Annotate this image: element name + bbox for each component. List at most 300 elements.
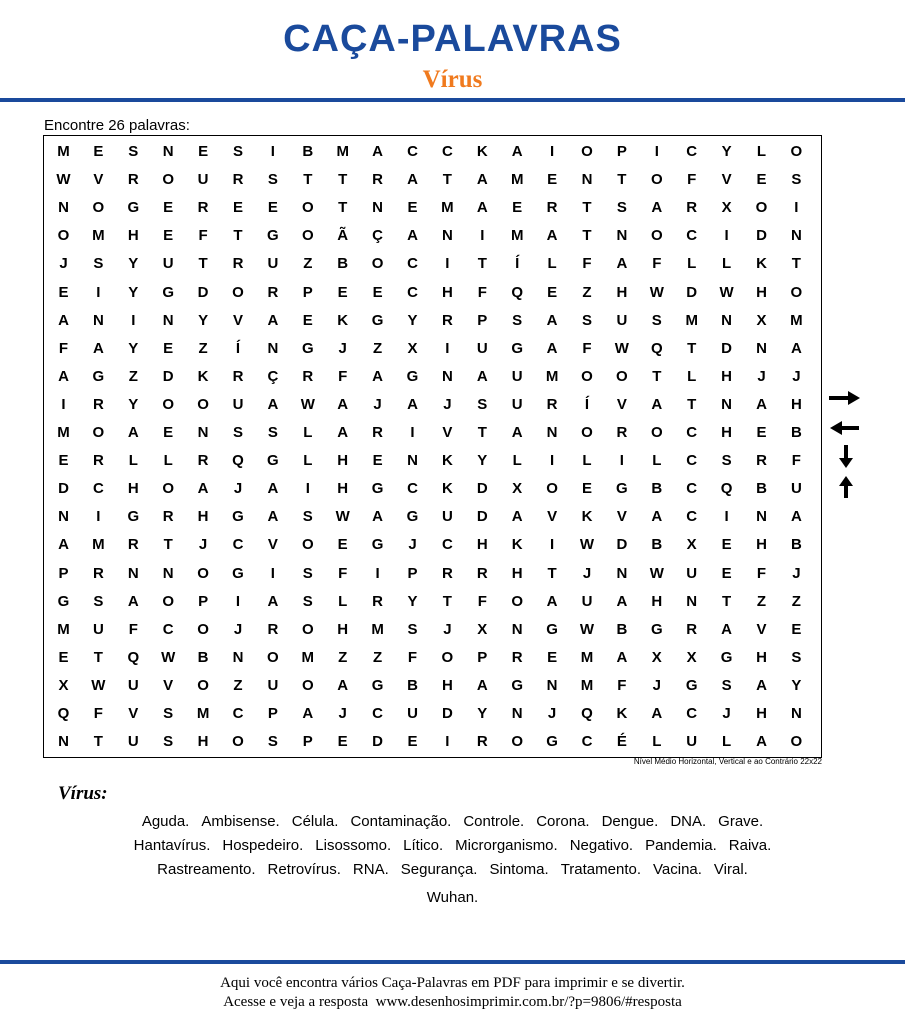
grid-cell: O (57, 227, 70, 245)
grid-cell: R (476, 564, 488, 582)
grid-cell: O (546, 480, 558, 498)
grid-cell: R (197, 452, 209, 470)
grid-cell: X (651, 648, 662, 666)
grid-cell: G (406, 367, 419, 385)
grid-cell: U (267, 255, 279, 273)
grid-cell: A (127, 592, 139, 610)
grid-cell: N (546, 676, 558, 694)
grid-cell: I (480, 227, 485, 245)
footer-line-1: Aqui você encontra vários Caça-Palavras em PDF para imprimir e se divertir. (220, 975, 685, 991)
grid-cell: C (581, 733, 593, 751)
grid-cell: O (650, 171, 663, 189)
grid-cell: T (233, 227, 243, 245)
word-item: DNA. (670, 813, 707, 830)
grid-cell: V (267, 536, 278, 554)
grid-cell: H (441, 676, 453, 694)
grid-cell: Y (128, 283, 139, 301)
grid-cell: W (300, 395, 315, 413)
grid-cell: N (372, 199, 384, 217)
grid-cell: G (720, 648, 733, 666)
grid-cell: J (373, 395, 382, 413)
grid-cell: A (267, 395, 279, 413)
grid-cell: S (477, 395, 488, 413)
grid-cell: X (686, 536, 697, 554)
grid-cell: T (617, 171, 627, 189)
grid-cell: C (686, 508, 698, 526)
grid-cell: O (511, 733, 524, 751)
grid-cell: C (407, 143, 418, 160)
grid-cell: R (232, 367, 244, 385)
word-item: Grave. (718, 813, 764, 830)
grid-cell: Z (756, 592, 767, 610)
grid-cell: S (232, 143, 243, 160)
grid-cell: N (546, 424, 558, 441)
grid-cell: D (372, 733, 384, 751)
grid-cell: B (407, 676, 418, 694)
grid-cell: F (687, 171, 697, 189)
grid-cell: K (337, 311, 349, 329)
grid-cell: H (511, 564, 523, 582)
grid-cell: N (407, 452, 418, 470)
grid-cell: L (582, 452, 592, 470)
grid-cell: L (652, 452, 662, 470)
grid-cell: F (791, 452, 801, 470)
grid-cell: G (162, 283, 175, 301)
grid-cell: F (93, 705, 103, 722)
grid-cell: G (685, 676, 698, 694)
grid-cell: E (512, 199, 523, 217)
grid-cell: X (407, 339, 418, 357)
grid-cell: M (371, 620, 384, 638)
grid-cell: H (337, 480, 349, 498)
grid-cell: X (477, 620, 488, 638)
grid-cell: S (791, 648, 802, 666)
grid-cell: M (196, 705, 210, 722)
grid-cell: U (686, 733, 698, 751)
grid-cell: M (790, 311, 803, 329)
grid-cell: E (337, 283, 348, 301)
grid-cell: O (162, 171, 175, 189)
word-item: Ambisense. (201, 813, 280, 830)
grid-cell: C (372, 705, 384, 722)
grid-cell: R (267, 620, 279, 638)
grid-cell: A (372, 143, 384, 160)
word-item: Microrganismo. (455, 837, 558, 854)
grid-cell: C (162, 620, 174, 638)
grid-cell: O (162, 395, 175, 413)
grid-cell: T (303, 171, 313, 189)
grid-cell: O (616, 367, 628, 385)
grid-cell: F (407, 648, 418, 666)
grid-cell: C (686, 705, 698, 722)
grid-cell: A (267, 480, 279, 498)
grid-cell: X (721, 199, 732, 217)
grid-cell: A (407, 395, 418, 413)
grid-cell: W (719, 283, 734, 301)
grid-cell: R (441, 311, 453, 329)
grid-cell: U (511, 395, 523, 413)
grid-cell: V (616, 395, 627, 413)
word-item: Contaminação. (350, 813, 452, 830)
arrow-up-icon (839, 476, 853, 498)
grid-cell: E (58, 283, 69, 301)
grid-cell: T (477, 255, 487, 273)
grid-cell: E (407, 199, 418, 217)
grid-cell: N (616, 227, 628, 245)
grid-cell: V (547, 508, 558, 526)
grid-cell: H (197, 733, 209, 751)
grid-cell: O (197, 564, 209, 582)
grid-cell: E (93, 143, 104, 160)
grid-cell: L (303, 424, 313, 441)
grid-cell: H (721, 424, 733, 441)
grid-cell: V (756, 620, 767, 638)
grid-cell: Y (128, 255, 139, 273)
grid-cell: X (512, 480, 523, 498)
grid-cell: I (619, 452, 624, 470)
grid-cell: D (162, 367, 174, 385)
grid-cell: I (96, 283, 101, 301)
grid-cell: F (582, 339, 592, 357)
grid-cell: L (687, 367, 697, 385)
grid-cell: I (270, 143, 275, 160)
grid-cell: J (338, 339, 347, 357)
grid-cell: N (127, 564, 139, 582)
grid-cell: E (372, 452, 383, 470)
grid-cell: O (371, 255, 384, 273)
grid-cell: Í (584, 395, 590, 413)
grid-cell: N (58, 199, 69, 217)
grid-cell: Y (198, 311, 209, 329)
grid-cell: I (445, 255, 450, 273)
grid-cell: G (127, 199, 140, 217)
grid-cell: U (162, 255, 174, 273)
grid-cell: E (756, 171, 767, 189)
grid-cell: E (232, 199, 243, 217)
grid-cell: O (232, 733, 244, 751)
grid-cell: I (550, 536, 555, 554)
grid-cell: A (651, 199, 663, 217)
grid-cell: U (616, 311, 628, 329)
grid-cell: K (756, 255, 767, 273)
grid-cell: O (790, 283, 803, 301)
grid-cell: Z (791, 592, 801, 610)
grid-cell: R (511, 648, 523, 666)
grid-cell: N (197, 424, 209, 441)
word-item: Pandemia. (645, 837, 717, 854)
grid-cell: G (267, 452, 279, 470)
grid-cell: G (546, 620, 558, 638)
grid-cell: P (477, 311, 488, 329)
grid-cell: U (127, 676, 139, 694)
grid-cell: R (92, 564, 104, 582)
grid-cell: G (92, 367, 105, 385)
grid-cell: V (442, 424, 453, 441)
grid-cell: Y (791, 676, 802, 694)
grid-cell: R (127, 171, 139, 189)
grid-cell: Z (373, 648, 383, 666)
grid-cell: J (198, 536, 208, 554)
grid-cell: O (650, 424, 663, 441)
grid-cell: H (337, 452, 349, 470)
grid-cell: C (686, 424, 698, 441)
grid-cell: A (407, 227, 418, 245)
grid-cell: S (267, 733, 278, 751)
grid-cell: O (790, 733, 803, 751)
grid-cell: A (58, 536, 69, 554)
grid-cell: W (649, 564, 664, 582)
grid-cell: L (303, 452, 313, 470)
grid-cell: R (302, 367, 314, 385)
grid-cell: N (581, 171, 593, 189)
grid-cell: S (512, 311, 523, 329)
grid-cell: N (756, 339, 767, 357)
grid-cell: X (756, 311, 767, 329)
grid-cell: E (163, 199, 174, 217)
grid-cell: A (476, 367, 488, 385)
grid-cell: S (407, 620, 418, 638)
arrow-down-icon (839, 445, 853, 468)
grid-cell: A (92, 339, 104, 357)
grid-cell: J (547, 705, 557, 722)
grid-cell: T (198, 255, 208, 273)
grid-cell: G (232, 508, 244, 526)
grid-cell: M (510, 171, 524, 189)
grid-cell: N (721, 395, 733, 413)
grid-cell: Z (233, 676, 243, 694)
grid-cell: N (790, 227, 802, 245)
grid-cell: Y (477, 705, 488, 722)
level-note: Nível Médio Horizontal, Vertical e ao Contrário 22x22 (633, 757, 822, 766)
grid-cell: T (582, 227, 592, 245)
grid-cell: W (579, 620, 595, 638)
grid-cell: T (338, 171, 348, 189)
grid-cell: Q (650, 339, 663, 357)
grid-cell: R (616, 424, 628, 441)
grid-cell: B (651, 480, 663, 498)
grid-cell: W (335, 508, 350, 526)
grid-cell: F (477, 283, 487, 301)
grid-cell: I (131, 311, 136, 329)
grid-cell: P (58, 564, 69, 582)
grid-cell: W (161, 648, 176, 666)
grid-cell: Z (373, 339, 383, 357)
grid-cell: N (267, 339, 279, 357)
grid-cell: A (651, 705, 663, 722)
grid-cell: M (441, 199, 454, 217)
grid-cell: I (270, 564, 275, 582)
grid-cell: T (93, 733, 103, 751)
grid-cell: G (406, 508, 419, 526)
grid-cell: U (441, 508, 453, 526)
grid-cell: N (756, 508, 767, 526)
grid-cell: A (476, 676, 488, 694)
grid-cell: Q (511, 283, 524, 301)
grid-cell: E (302, 311, 313, 329)
grid-cell: F (582, 255, 592, 273)
word-item: Viral. (713, 861, 748, 878)
grid-cell: B (790, 536, 802, 554)
grid-cell: A (337, 395, 349, 413)
direction-arrows (826, 388, 866, 503)
grid-cell: A (546, 339, 558, 357)
grid-cell: O (790, 143, 803, 160)
grid-cell: B (197, 648, 209, 666)
grid-cell: J (443, 395, 452, 413)
grid-cell: J (757, 367, 766, 385)
grid-cell: A (197, 480, 209, 498)
grid-cell: M (580, 676, 594, 694)
grid-cell: H (651, 592, 663, 610)
word-item: Lisossomo. (315, 837, 392, 854)
grid-cell: N (92, 311, 104, 329)
grid-cell: G (371, 311, 384, 329)
grid-cell: U (127, 733, 139, 751)
grid-cell: T (442, 171, 452, 189)
grid-cell: A (372, 508, 384, 526)
grid-cell: J (233, 620, 243, 638)
grid-cell: P (302, 283, 313, 301)
word-item: Hospedeiro. (222, 837, 304, 854)
grid-cell: N (511, 620, 523, 638)
grid-cell: Y (721, 143, 732, 160)
grid-cell: M (336, 143, 349, 160)
grid-cell: J (652, 676, 661, 694)
grid-cell: U (790, 480, 802, 498)
grid-cell: A (721, 620, 733, 638)
grid-cell: E (337, 733, 348, 751)
grid-cell: B (302, 143, 314, 160)
grid-cell: A (546, 592, 558, 610)
grid-cell: P (302, 733, 313, 751)
grid-cell: F (652, 255, 662, 273)
grid-cell: Z (582, 283, 592, 301)
grid-cell: Z (128, 367, 138, 385)
grid-cell: E (547, 283, 558, 301)
grid-cell: U (407, 705, 418, 722)
grid-cell: G (511, 339, 524, 357)
grid-cell: U (267, 676, 279, 694)
grid-cell: F (338, 367, 348, 385)
grid-cell: S (267, 424, 278, 441)
grid-cell: C (407, 283, 418, 301)
grid-cell: D (756, 227, 767, 245)
grid-cell: Í (515, 255, 520, 273)
grid-cell: A (337, 424, 349, 441)
grid-cell: L (687, 255, 697, 273)
grid-cell: P (198, 592, 209, 610)
grid-cell: Q (581, 705, 593, 722)
word-list-line (40, 810, 865, 834)
grid-cell: G (616, 480, 628, 498)
grid-cell: Z (338, 648, 348, 666)
word-item: Aguda. (141, 813, 190, 830)
grid-cell: J (792, 564, 801, 582)
grid-cell: M (92, 536, 105, 554)
grid-cell: A (616, 255, 628, 273)
grid-cell: P (407, 564, 418, 582)
grid-cell: F (617, 676, 627, 694)
grid-cell: K (476, 143, 488, 160)
grid-cell: A (756, 395, 767, 413)
grid-cell: R (232, 171, 244, 189)
grid-cell: S (721, 452, 732, 470)
grid-cell: A (616, 648, 628, 666)
grid-cell: B (337, 255, 349, 273)
grid-cell: E (163, 339, 174, 357)
grid-cell: S (93, 255, 104, 273)
grid-cell: I (305, 480, 310, 498)
grid-cell: G (371, 536, 384, 554)
grid-cell: S (791, 171, 802, 189)
grid-cell: O (301, 536, 314, 554)
grid-cell: R (372, 171, 384, 189)
grid-cell: M (580, 648, 594, 666)
grid-cell: G (57, 592, 70, 610)
grid-cell: O (650, 227, 663, 245)
grid-cell: R (232, 255, 244, 273)
grid-cell: C (686, 227, 698, 245)
grid-cell: M (545, 367, 559, 385)
grid-cell: O (232, 283, 244, 301)
grid-cell: I (550, 143, 555, 160)
grid-cell: S (721, 676, 732, 694)
grid-cell: E (58, 648, 69, 666)
grid-cell: O (755, 199, 768, 217)
grid-cell: H (790, 395, 802, 413)
grid-cell: D (616, 536, 628, 554)
word-item: Vacina. (653, 861, 702, 878)
grid-cell: G (371, 480, 384, 498)
grid-cell: L (652, 733, 662, 751)
grid-cell: X (58, 676, 69, 694)
grid-cell: R (372, 424, 384, 441)
grid-cell: E (163, 227, 174, 245)
grid-cell: S (93, 592, 104, 610)
grid-cell: U (511, 367, 523, 385)
grid-cell: F (198, 227, 208, 245)
grid-cell: N (58, 733, 69, 751)
word-item: Lítico. (403, 837, 444, 854)
grid-cell: E (198, 143, 209, 160)
grid-cell: N (616, 564, 628, 582)
grid-cell: O (162, 592, 175, 610)
grid-cell: J (792, 367, 801, 385)
grid-cell: N (441, 367, 453, 385)
grid-cell: U (197, 171, 209, 189)
grid-cell: T (163, 536, 173, 554)
grid-cell: F (128, 620, 138, 638)
grid-cell: V (721, 171, 732, 189)
grid-cell: A (546, 311, 558, 329)
grid-cell: A (511, 424, 523, 441)
word-item: Retrovírus. (267, 861, 341, 878)
grid-cell: I (724, 508, 729, 526)
grid-cell: U (232, 395, 244, 413)
word-list-title: Vírus: (58, 783, 108, 804)
grid-cell: W (649, 283, 664, 301)
grid-cell: E (581, 480, 592, 498)
grid-cell: V (93, 171, 104, 189)
grid-cell: O (162, 480, 175, 498)
grid-cell: W (579, 536, 595, 554)
grid-cell: T (791, 255, 801, 273)
grid-cell: L (163, 452, 173, 470)
grid-cell: C (686, 480, 698, 498)
grid-cell: K (197, 367, 209, 385)
grid-cell: T (93, 648, 103, 666)
grid-cell: H (476, 536, 488, 554)
